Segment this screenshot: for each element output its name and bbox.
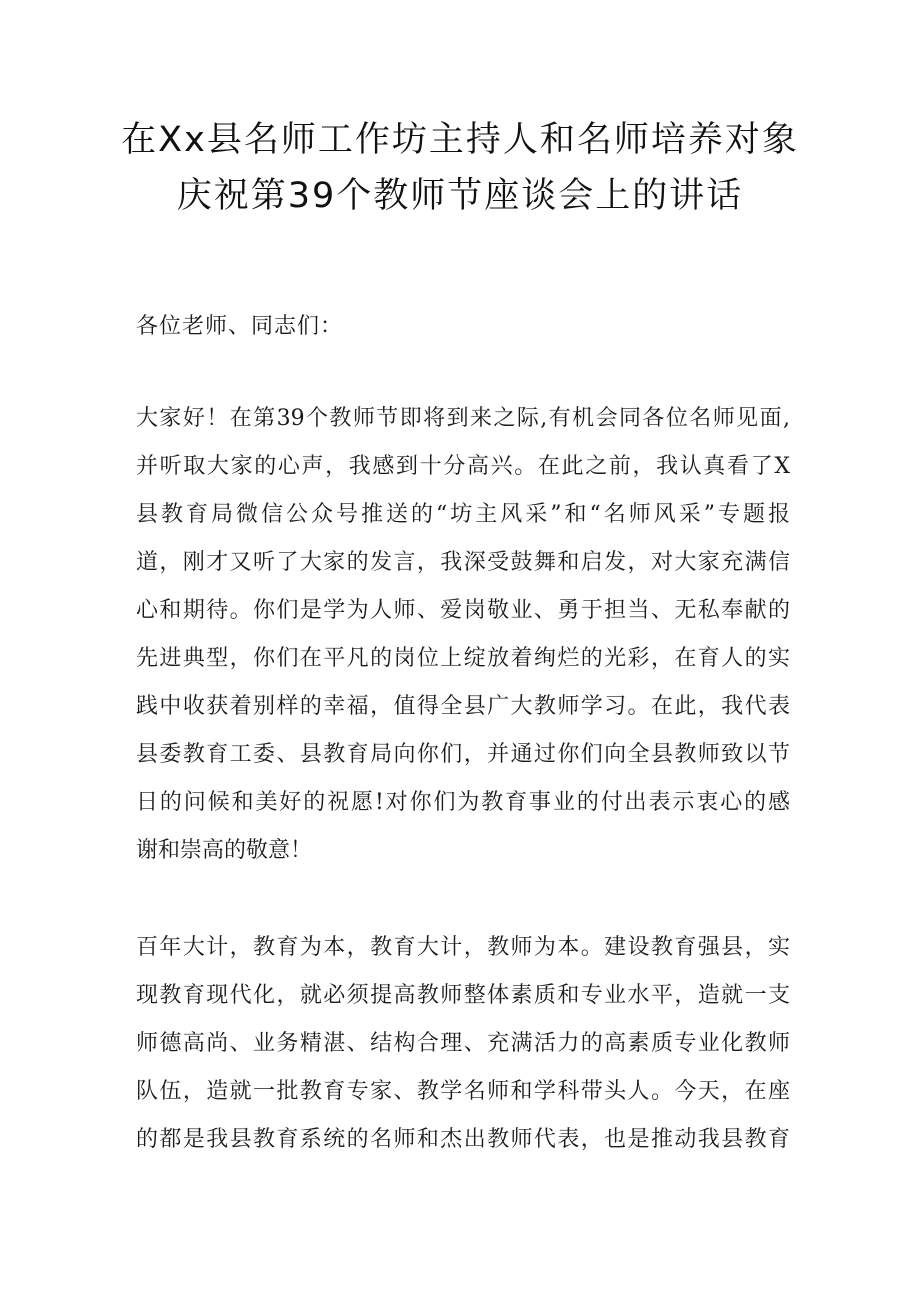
paragraph-line: 百年大计，教育为本，教育大计，教师为本。建设教育强县，实 xyxy=(136,935,790,960)
title-line-2: 庆祝第39个教师节座谈会上的讲话 xyxy=(176,176,744,216)
paragraph-line: 先进典型，你们在平凡的岗位上绽放着绚烂的光彩，在育人的实 xyxy=(136,646,790,671)
paragraph-2 xyxy=(136,924,790,1164)
paragraph-line: 谢和崇高的敬意！ xyxy=(136,838,313,863)
paragraph-line: 践中收获着别样的幸福，值得全县广大教师学习。在此，我代表 xyxy=(136,694,790,719)
paragraph-line: 大家好！在第39个教师节即将到来之际,有机会同各位名师见面, xyxy=(136,406,790,431)
paragraph-line: 并听取大家的心声，我感到十分高兴。在此之前，我认真看了X xyxy=(136,454,790,479)
paragraph-line: 心和期待。你们是学为人师、爱岗敬业、勇于担当、无私奉献的 xyxy=(136,598,790,623)
paragraph-line: 队伍，造就一批教育专家、教学名师和学科带头人。今天，在座 xyxy=(136,1079,790,1104)
paragraph-line: 县教育局微信公众号推送的“坊主风采”和“名师风采”专题报 xyxy=(136,502,790,527)
salutation: 各位老师、同志们： xyxy=(136,314,344,339)
title-line-1: 在Xx县名师工作坊主持人和名师培养对象 xyxy=(121,120,799,160)
paragraph-line: 现教育现代化，就必须提高教师整体素质和专业水平，造就一支 xyxy=(136,983,790,1008)
paragraph-line: 道，刚才又听了大家的发言，我深受鼓舞和启发，对大家充满信 xyxy=(136,550,790,575)
paragraph-line: 的都是我县教育系统的名师和杰出教师代表，也是推动我县教育 xyxy=(136,1127,790,1152)
paragraph-line: 师德高尚、业务精湛、结构合理、充满活力的高素质专业化教师 xyxy=(136,1031,790,1056)
paragraph-line: 县委教育工委、县教育局向你们，并通过你们向全县教师致以节 xyxy=(136,742,790,767)
paragraph-line: 日的问候和美好的祝愿!对你们为教育事业的付出表示衷心的感 xyxy=(136,790,790,815)
paragraph-1 xyxy=(136,395,790,875)
